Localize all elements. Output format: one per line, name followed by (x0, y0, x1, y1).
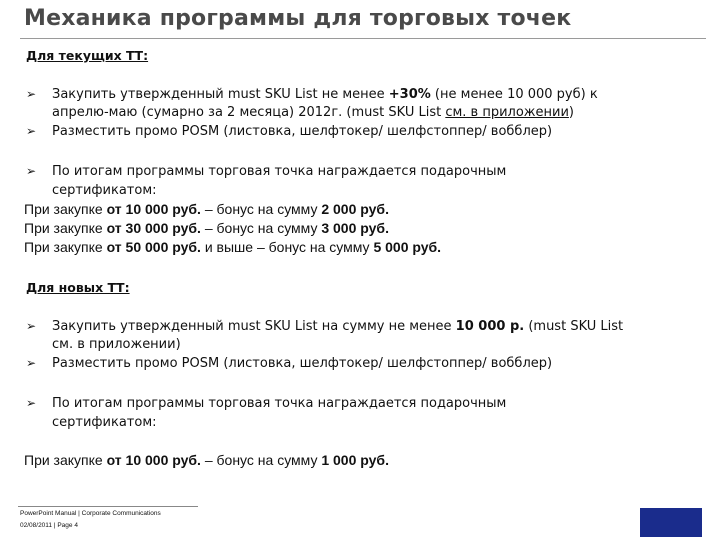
arrow-bullet-icon: ➢ (26, 87, 37, 101)
arrow-bullet-icon: ➢ (26, 356, 37, 370)
current-tier-row-1: При закупке от 10 000 руб. – бонус на сумму 2 000 руб. (24, 201, 389, 217)
current-tier-row-2: При закупке от 30 000 руб. – бонус на сумму 3 000 руб. (24, 220, 389, 236)
brand-logo (640, 507, 702, 537)
current-tier-row-3: При закупке от 50 000 руб. и выше – бонус на сумму 5 000 руб. (24, 239, 442, 255)
footer-divider (18, 506, 198, 507)
appendix-link[interactable]: см. в приложении (445, 105, 569, 120)
arrow-bullet-icon: ➢ (26, 319, 37, 333)
slide-title: Механика программы для торговых точек (24, 6, 572, 31)
new-tier-row: При закупке от 10 000 руб. – бонус на сумму 1 000 руб. (24, 452, 389, 468)
logo-notch (640, 500, 702, 508)
new-outlets-heading: Для новых ТТ: (26, 280, 130, 295)
title-divider (20, 38, 706, 39)
footer-manual: PowerPoint Manual | Corporate Communications (20, 510, 161, 517)
arrow-bullet-icon: ➢ (26, 124, 37, 138)
footer-date-page: 02/08/2011 | Page 4 (20, 522, 78, 529)
current-outlets-heading: Для текущих ТТ: (26, 48, 149, 63)
arrow-bullet-icon: ➢ (26, 396, 37, 410)
arrow-bullet-icon: ➢ (26, 164, 37, 178)
